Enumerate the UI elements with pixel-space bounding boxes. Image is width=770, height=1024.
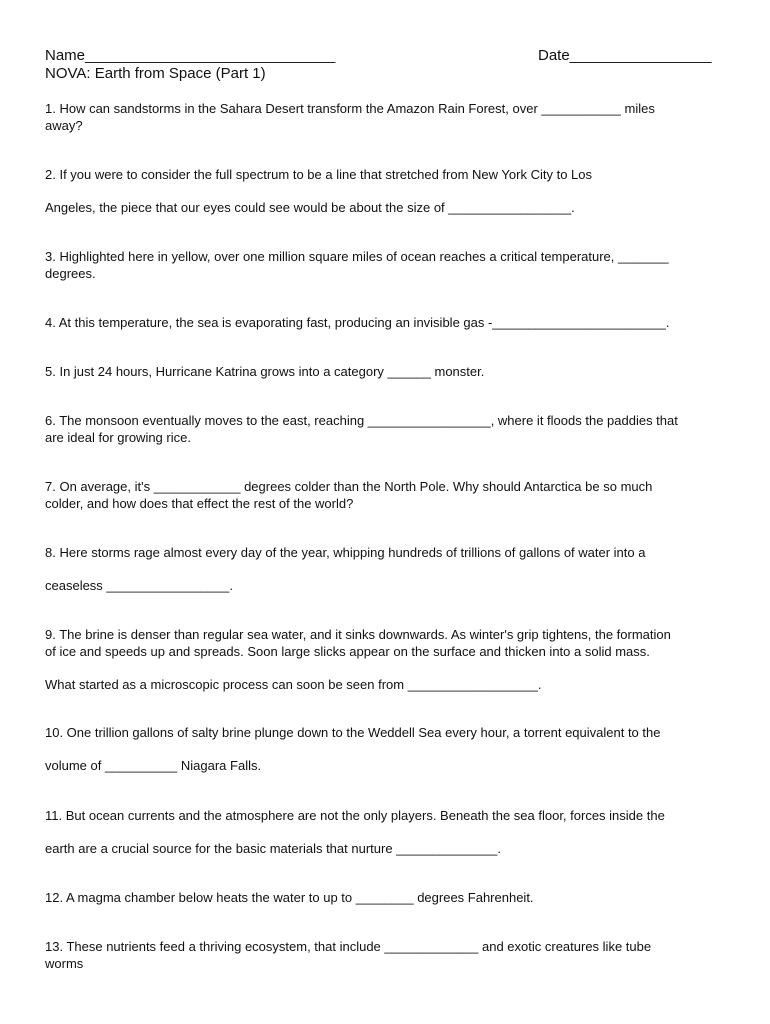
question-2-line-1: 2. If you were to consider the full spectrum to be a line that stretched from New York City to Los — [45, 167, 592, 182]
question-8-line-1: 8. Here storms rage almost every day of the year, whipping hundreds of trillions of gallons of water into a — [45, 545, 646, 560]
question-3-line-1: 3. Highlighted here in yellow, over one million square miles of ocean reaches a critical temperature, _______ — [45, 249, 669, 264]
question-11-line-2: earth are a crucial source for the basic materials that nurture ______________. — [45, 841, 501, 856]
question-3-line-2: degrees. — [45, 266, 96, 281]
question-7-line-2: colder, and how does that effect the rest of the world? — [45, 496, 354, 511]
question-10-line-1: 10. One trillion gallons of salty brine plunge down to the Weddell Sea every hour, a torrent equivalent to the — [45, 725, 661, 740]
question-6-line-2: are ideal for growing rice. — [45, 430, 191, 445]
worksheet-title: NOVA: Earth from Space (Part 1) — [45, 65, 266, 82]
question-10-line-2: volume of __________ Niagara Falls. — [45, 758, 262, 773]
question-11-line-1: 11. But ocean currents and the atmosphere are not the only players. Beneath the sea floor, forces inside the — [45, 808, 665, 823]
question-6-line-1: 6. The monsoon eventually moves to the east, reaching _________________, where it floods the paddies that — [45, 413, 678, 428]
date-field-label: Date_________________ — [538, 47, 712, 64]
question-2-line-2: Angeles, the piece that our eyes could see would be about the size of _________________. — [45, 200, 575, 215]
question-9-line-2: of ice and speeds up and spreads. Soon large slicks appear on the surface and thicken into a solid mass. — [45, 644, 650, 659]
question-1-line-1: 1. How can sandstorms in the Sahara Desert transform the Amazon Rain Forest, over ___________ miles — [45, 101, 655, 116]
question-5-line-1: 5. In just 24 hours, Hurricane Katrina grows into a category ______ monster. — [45, 364, 485, 379]
name-field-label: Name______________________________ — [45, 47, 336, 64]
question-1-line-2: away? — [45, 118, 83, 133]
question-12-line-1: 12. A magma chamber below heats the water to up to ________ degrees Fahrenheit. — [45, 890, 534, 905]
question-9-line-1: 9. The brine is denser than regular sea water, and it sinks downwards. As winter's grip tightens, the formation — [45, 627, 671, 642]
question-4-line-1: 4. At this temperature, the sea is evaporating fast, producing an invisible gas -________________________. — [45, 315, 670, 330]
question-7-line-1: 7. On average, it's ____________ degrees colder than the North Pole. Why should Antarctica be so much — [45, 479, 653, 494]
question-13-line-1: 13. These nutrients feed a thriving ecosystem, that include _____________ and exotic creatures like tube — [45, 939, 652, 954]
question-9-line-3: What started as a microscopic process can soon be seen from __________________. — [45, 677, 542, 692]
question-13-line-2: worms — [45, 956, 84, 971]
question-8-line-2: ceaseless _________________. — [45, 578, 233, 593]
